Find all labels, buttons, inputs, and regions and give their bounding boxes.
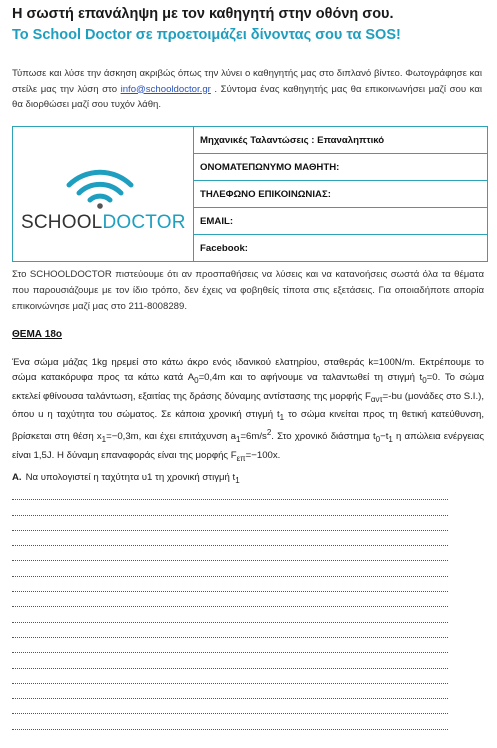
email-link[interactable]: info@schooldoctor.gr: [120, 83, 211, 95]
intro-text-after: . Σύντομα ένας καθηγητής μας θα επικοινωνήσει μαζί σου και θα διορθώσει μαζί σου τυχόν λάθη.: [12, 83, 482, 110]
answer-line[interactable]: [12, 656, 448, 671]
subscript: 1: [388, 435, 393, 445]
problem-text: =0,4m και το αφήνουμε να ταλαντωθεί τη στιγμή t: [198, 372, 423, 384]
subscript: 1: [279, 412, 285, 422]
answer-line[interactable]: [12, 580, 448, 595]
logo-word-school: SCHOOL: [21, 212, 103, 233]
problem-text: =−0,3m, και έχει επιτάχυνση a: [106, 431, 236, 443]
answer-line[interactable]: [12, 488, 448, 503]
logo-word-doctor: DOCTOR: [102, 212, 186, 233]
wifi-signal-icon: [65, 169, 135, 209]
answer-line[interactable]: [12, 687, 448, 702]
topic-heading: ΘΕΜΑ 18ο: [12, 329, 63, 340]
subscript: 0: [194, 376, 199, 386]
phone-field: ΤΗΛΕΦΩΝΟ ΕΠΙΚΟΙΝΩΝΙΑΣ:: [194, 181, 488, 208]
answer-line[interactable]: [12, 534, 448, 549]
question-letter: Α.: [12, 472, 22, 483]
logo-cell: [13, 127, 194, 262]
problem-statement: [12, 355, 484, 466]
problem-text: το σώμα κινείται προς τη θετική κατεύθυνση, βρίσκεται στη θέση x: [12, 409, 484, 443]
form-title: Μηχανικές Ταλαντώσεις : Επαναληπτικό: [194, 127, 488, 154]
problem-text: =0. Το σώμα εκτελεί φθίνουσα ταλάντωση, εξαιτίας της δράσης δύναμης αντίστασης της μορφής F: [12, 372, 484, 402]
headline-primary: Η σωστή επανάληψη με τον καθηγητή στην οθόνη σου.: [12, 6, 394, 22]
headline-secondary: Το School Doctor σε προετοιμάζει δίνοντας σου τα SOS!: [12, 27, 401, 43]
problem-text: =−100x.: [245, 449, 281, 461]
facebook-field: Facebook:: [194, 235, 488, 262]
problem-text: =-bu (μονάδες στο S.I.), όπου u η ταχύτητα του σώματος. Σε κάποια χρονική στιγμή t: [12, 390, 484, 421]
subscript: αντ: [370, 394, 383, 404]
problem-text: η απώλεια ενέργειας είναι 1,5J. Η δύναμη επαναφοράς είναι της μορφής F: [12, 431, 484, 461]
student-info-table: [12, 126, 488, 262]
answer-line[interactable]: [12, 549, 448, 564]
answer-line[interactable]: [12, 717, 448, 732]
subscript: 0: [422, 376, 427, 386]
problem-text: Ένα σώμα μάζας 1kg ηρεμεί στο κάτω άκρο ενός ιδανικού ελατηρίου, σταθεράς k=100N/m. Εκτρέπουμε το σώμα κατακόρυφα προς τα κάτω κατά A: [12, 357, 484, 384]
subscript: 0: [375, 435, 381, 445]
answer-lines[interactable]: [12, 488, 448, 733]
answer-line[interactable]: [12, 519, 448, 534]
student-name-field: ΟΝΟΜΑΤΕΠΩΝΥΜΟ ΜΑΘΗΤΗ:: [194, 154, 488, 181]
answer-line[interactable]: [12, 702, 448, 717]
question-a: [12, 472, 240, 485]
answer-line[interactable]: [12, 641, 448, 656]
question-text: Να υπολογιστεί η ταχύτητα υ1 τη χρονική στιγμή t: [25, 472, 236, 483]
answer-line[interactable]: [12, 503, 448, 518]
problem-text: −t: [380, 431, 389, 443]
email-field: EMAIL:: [194, 208, 488, 235]
schooldoctor-paragraph: Στο SCHOOLDOCTOR πιστεύουμε ότι αν προσπαθήσεις να λύσεις και να κατανοήσεις σωστά όλα τα θέματα που παρουσιάζουμε με τον ίδιο τρόπο, δεν έχεις να φοβηθείς τίποτα στις εξετάσεις. Για οποιαδήποτε απορία επικοινώνησε μαζί μας στο 211-8008289.: [12, 269, 484, 312]
answer-line[interactable]: [12, 626, 448, 641]
answer-line[interactable]: [12, 672, 448, 687]
subscript: 1: [101, 435, 107, 445]
problem-text: =6m/s: [240, 431, 267, 443]
schooldoctor-logo: [13, 127, 193, 261]
subscript: 1: [235, 475, 240, 485]
problem-text: . Στο χρονικό διάστημα t: [271, 431, 376, 443]
answer-line[interactable]: [12, 610, 448, 625]
answer-line[interactable]: [12, 564, 448, 579]
logo-wordmark: [21, 212, 186, 234]
answer-line[interactable]: [12, 595, 448, 610]
subscript: επ: [236, 453, 246, 463]
intro-paragraph: [12, 66, 482, 113]
subscript: 1: [235, 435, 241, 445]
intro-text-before: Τύπωσε και λύσε την άσκηση ακριβώς όπως την λύνει ο καθηγητής μας στο διπλανό βίντεο. Φωτογράφησε και στείλε μας την λύση στο: [12, 68, 482, 95]
superscript: 2: [266, 428, 272, 438]
